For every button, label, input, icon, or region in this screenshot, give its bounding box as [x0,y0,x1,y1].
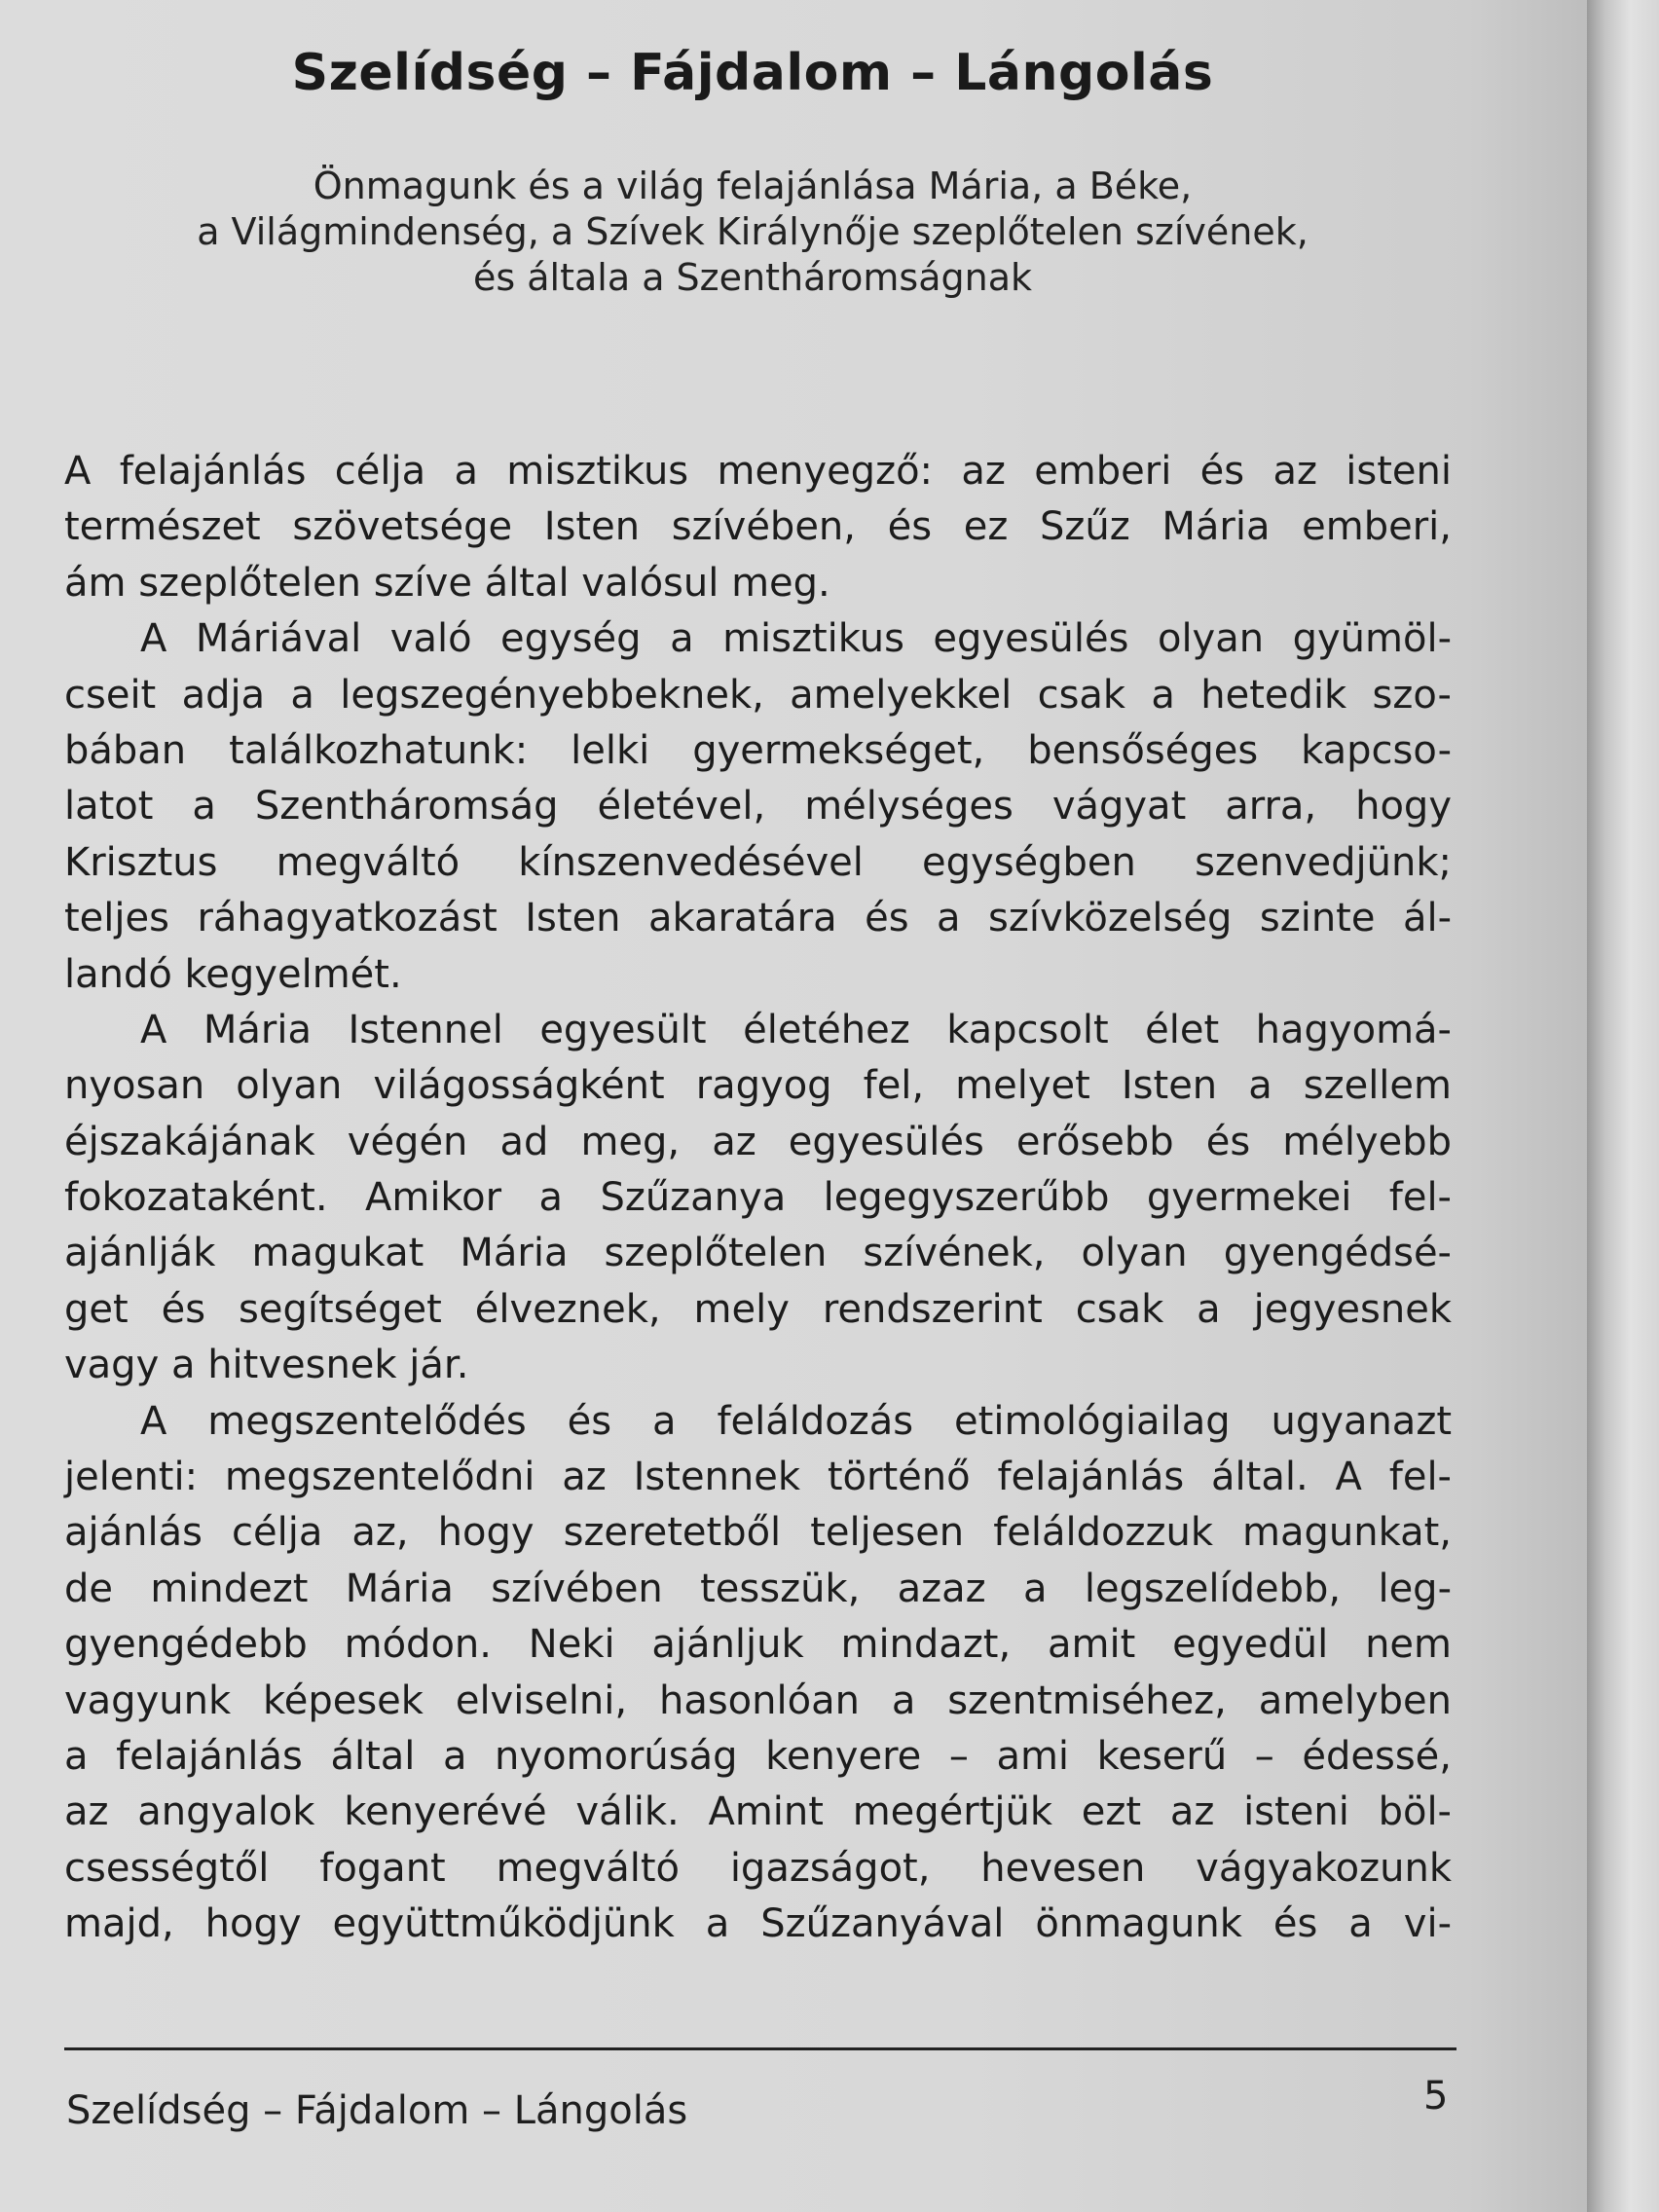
text-line: fokozataként. Amikor a Szűzanya legegyszerűbb gyermekei fel- [64,1175,1452,1221]
running-footer-title: Szelídség – Fájdalom – Lángolás [66,2088,688,2133]
text-line: ajánlják magukat Mária szeplőtelen szívének, olyan gyengédsé- [64,1231,1452,1276]
text-line: csességtől fogant megváltó igazságot, hevesen vágyakozunk [64,1845,1452,1891]
text-line: ám szeplőtelen szíve által valósul meg. [64,560,830,606]
page-title: Szelídség – Fájdalom – Lángolás [291,44,1214,102]
text-line: az angyalok kenyerévé válik. Amint megértjük ezt az isteni böl- [64,1789,1452,1835]
text-line: Krisztus megváltó kínszenvedésével egységben szenvedjünk; [64,839,1452,885]
text-line: nyosan olyan világosságként ragyog fel, melyet Isten a szellem [64,1063,1452,1109]
text-line: A Máriával való egység a misztikus egyesülés olyan gyümöl- [140,616,1452,662]
text-line: latot a Szentháromság életével, mélységes vágyat arra, hogy [64,784,1452,830]
page-edge-shadow [1587,0,1659,2212]
text-line: gyengédebb módon. Neki ajánljuk mindazt, amit egyedül nem [64,1622,1452,1668]
text-line: landó kegyelmét. [64,951,402,997]
text-line: természet szövetsége Isten szívében, és ez Szűz Mária emberi, [64,504,1452,550]
text-line: bában találkozhatunk: lelki gyermekséget, bensőséges kapcso- [64,727,1452,773]
text-line: A Mária Istennel egyesült életéhez kapcsolt élet hagyomá- [140,1007,1452,1052]
text-line: teljes ráhagyatkozást Isten akaratára és a szívközelség szinte ál- [64,896,1452,941]
text-line: vagyunk képesek elviselni, hasonlóan a szentmiséhez, amelyben [64,1677,1452,1723]
text-line: majd, hogy együttműködjünk a Szűzanyával önmagunk és a vi- [64,1901,1452,1947]
text-line: get és segítséget élveznek, mely rendszerint csak a jegyesnek [64,1286,1452,1332]
subtitle [0,164,1505,301]
text-line: jelenti: megszentelődni az Istennek történő felajánlás által. A fel- [64,1455,1452,1500]
footer-rule [64,2047,1456,2050]
subtitle-line: és általa a Szentháromságnak [472,256,1032,299]
page-number: 5 [1423,2074,1449,2119]
text-line: A felajánlás célja a misztikus menyegző: az emberi és az isteni [64,449,1452,494]
text-line: a felajánlás által a nyomorúság kenyere – ami keserű – édessé, [64,1733,1452,1779]
text-line: vagy a hitvesnek jár. [64,1343,469,1388]
text-line: cseit adja a legszegényebbeknek, amelyekkel csak a hetedik szo- [64,672,1452,718]
body-text [64,444,1452,1953]
text-line: ajánlás célja az, hogy szeretetből teljesen feláldozzuk magunkat, [64,1510,1452,1556]
subtitle-line: Önmagunk és a világ felajánlása Mária, a Béke, [313,165,1193,207]
text-line: A megszentelődés és a feláldozás etimológiailag ugyanazt [140,1398,1452,1444]
text-line: de mindezt Mária szívében tesszük, azaz a legszelídebb, leg- [64,1566,1452,1611]
subtitle-line: a Világmindenség, a Szívek Királynője szeplőtelen szívének, [197,210,1309,253]
text-line: éjszakájának végén ad meg, az egyesülés erősebb és mélyebb [64,1119,1452,1164]
